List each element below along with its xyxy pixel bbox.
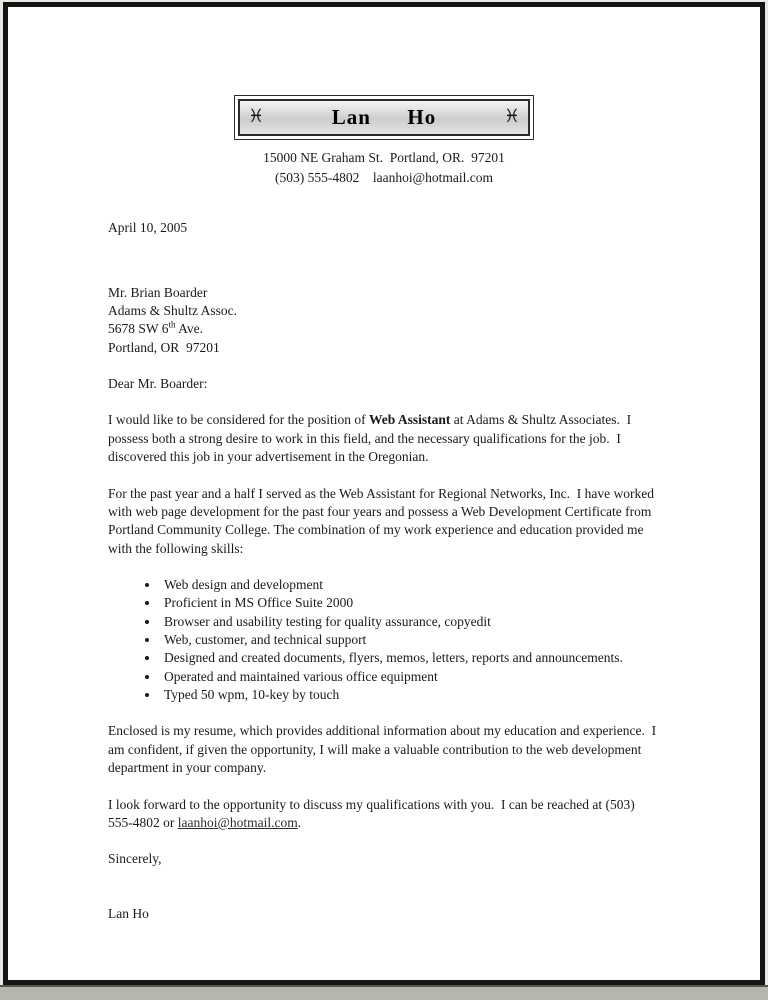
letter-page [3, 2, 765, 985]
date-line: April 10, 2005 [108, 220, 188, 236]
street-suffix: Ave. [175, 321, 204, 337]
skills-list [108, 576, 660, 705]
salutation: Dear Mr. Boarder: [108, 376, 208, 392]
list-item: • Browser and usability testing for quality assurance, copyedit [160, 613, 660, 631]
paragraph-contact-end: . [297, 814, 302, 830]
name-box-inner [238, 99, 530, 136]
list-item: • Typed 50 wpm, 10-key by touch [160, 686, 660, 704]
list-item: • Web, customer, and technical support [160, 631, 660, 649]
paragraph-intro-text: I would like to be considered for the position of [108, 412, 369, 428]
scan-edge [0, 985, 768, 1000]
paragraph-experience: For the past year and a half I served as the Web Assistant for Regional Networks, Inc. I have worked with web page development for the past four years and possess a Web Development Certificate from Portland Community College. The combination of my work experience and education provided me with the following skills: [108, 485, 658, 556]
list-item: • Operated and maintained various office equipment [160, 668, 660, 686]
list-item: • Proficient in MS Office Suite 2000 [160, 594, 660, 612]
letterhead-name: Lan Ho [331, 105, 437, 129]
paragraph-intro [108, 411, 660, 466]
signature-name: Lan Ho [108, 905, 149, 921]
position-title: Web Assistant [368, 412, 451, 428]
paragraph-contact-text: I look forward to the opportunity to discuss my qualifications with you. I can be reached at (503) 555-4802 or [108, 796, 639, 830]
name-box [234, 95, 534, 140]
recipient-street [108, 320, 660, 338]
cover-letter [8, 7, 760, 923]
recipient-address-block [108, 284, 660, 357]
street-number: 5678 SW 6 [108, 321, 169, 337]
letterhead-contact: (503) 555-4802 laanhoi@hotmail.com [275, 169, 493, 185]
paragraph-contact [108, 796, 660, 833]
recipient-name: Mr. Brian Boarder [108, 284, 208, 300]
list-item: • Web design and development [160, 576, 660, 594]
letterhead-address: 15000 NE Graham St. Portland, OR. 97201 [263, 149, 505, 165]
recipient-city: Portland, OR 97201 [108, 339, 220, 355]
street-ordinal: th [168, 319, 176, 330]
pisces-symbol-right: ♓ [503, 106, 520, 128]
letterhead [108, 7, 660, 187]
paragraph-intro-rest: at Adams & Shultz Associates. I possess both a strong desire to work in this field, and the necessary qualifications for the job. I discovered this job in your advertisement in the Oregonian. [108, 412, 635, 465]
closing: Sincerely, [108, 851, 162, 867]
recipient-company: Adams & Shultz Assoc. [108, 302, 238, 318]
email-link[interactable]: laanhoi@hotmail.com [177, 814, 298, 830]
paragraph-resume: Enclosed is my resume, which provides additional information about my education and experience. I am confident, if given the opportunity, I will make a valuable contribution to the web development department in your company. [108, 723, 660, 776]
pisces-symbol-left: ♓ [248, 106, 265, 128]
list-item: • Designed and created documents, flyers, memos, letters, reports and announcements. [160, 649, 660, 667]
